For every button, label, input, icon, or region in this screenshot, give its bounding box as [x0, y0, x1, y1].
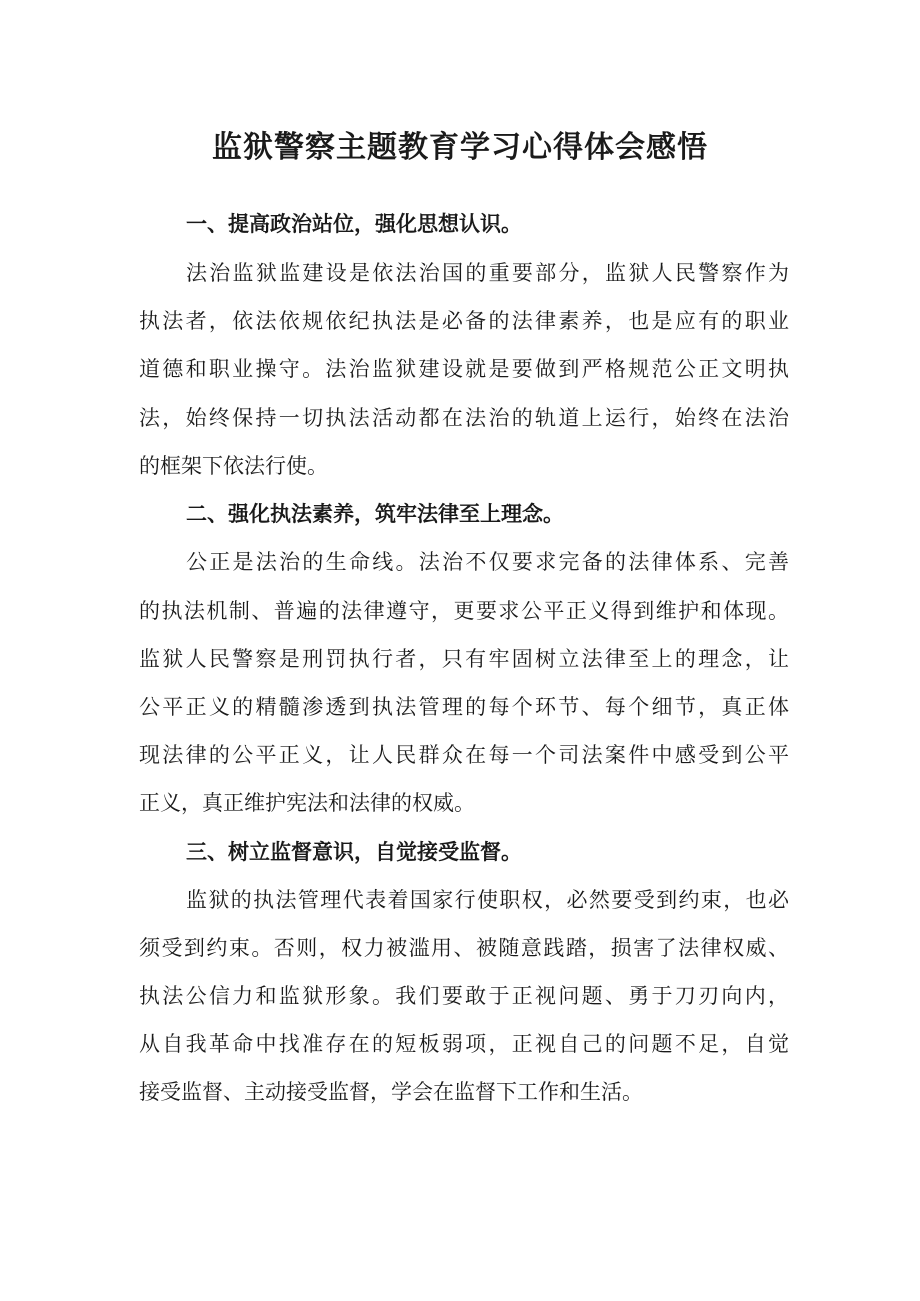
paragraph-line: 须受到约束。否则，权力被滥用、被随意践踏，损害了法律权威、	[139, 936, 789, 960]
paragraph-line: 公正是法治的生命线。法治不仅要求完备的法律体系、完善	[186, 550, 789, 574]
paragraph-line: 监狱的执法管理代表着国家行使职权，必然要受到约束，也必	[186, 888, 789, 912]
paragraph-line: 的框架下依法行使。	[139, 454, 328, 478]
paragraph-line: 从自我革命中找准存在的短板弱项，正视自己的问题不足，自觉	[139, 1032, 789, 1056]
paragraph-line: 法，始终保持一切执法活动都在法治的轨道上运行，始终在法治	[139, 406, 789, 430]
paragraph-line: 道德和职业操守。法治监狱建设就是要做到严格规范公正文明执	[139, 357, 789, 381]
paragraph-line: 法治监狱监建设是依法治国的重要部分，监狱人民警察作为	[186, 261, 789, 285]
page-title: 监狱警察主题教育学习心得体会感悟	[212, 130, 708, 165]
paragraph-line: 公平正义的精髓渗透到执法管理的每个环节、每个细节，真正体	[139, 695, 789, 719]
paragraph-line: 执法公信力和监狱形象。我们要敢于正视问题、勇于刀刃向内，	[139, 984, 789, 1008]
paragraph-line: 现法律的公平正义，让人民群众在每一个司法案件中感受到公平	[139, 743, 789, 767]
paragraph-line: 的执法机制、普遍的法律遵守，更要求公平正义得到维护和体现。	[139, 599, 789, 623]
paragraph-line: 执法者，依法依规依纪执法是必备的法律素养，也是应有的职业	[139, 309, 789, 333]
paragraph-line: 正义，真正维护宪法和法律的权威。	[139, 791, 475, 815]
section-heading-1: 一、提高政治站位，强化思想认识。	[186, 212, 522, 236]
section-heading-2: 二、强化执法素养，筑牢法律至上理念。	[186, 502, 564, 526]
section-heading-3: 三、树立监督意识，自觉接受监督。	[186, 840, 522, 864]
paragraph-line: 监狱人民警察是刑罚执行者，只有牢固树立法律至上的理念，让	[139, 647, 789, 671]
paragraph-line: 接受监督、主动接受监督，学会在监督下工作和生活。	[139, 1080, 643, 1104]
